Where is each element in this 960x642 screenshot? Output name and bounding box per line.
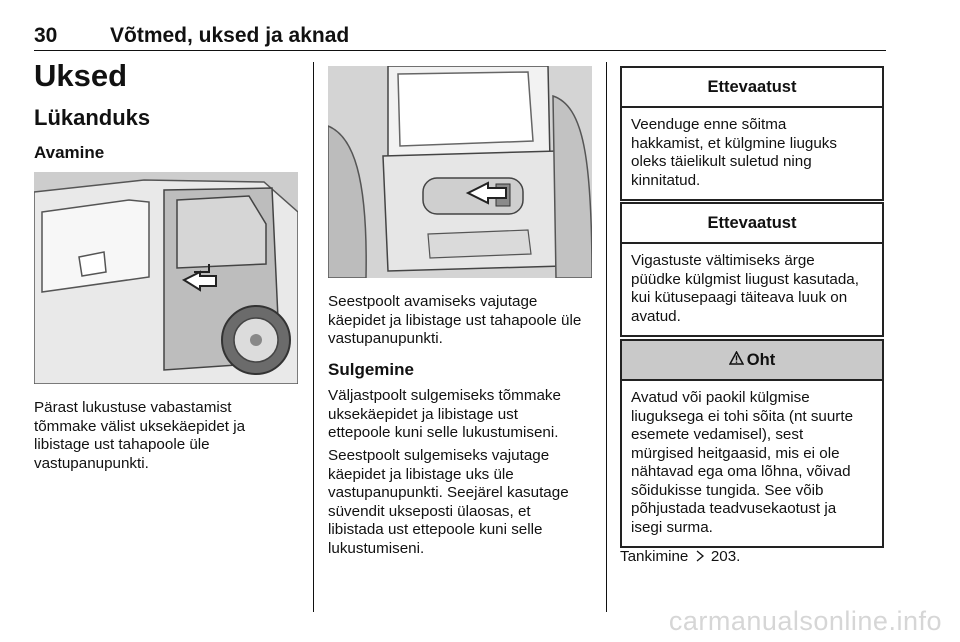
danger-header (622, 341, 882, 381)
interior-closing-text: Seestpoolt sulgemiseks vajutage käepidet ja libistage uks üle vastupanupunkti. Seejärel kasutage süvendit ukseposti ülaosas, et libistada ust ettepoole kuni selle lukustumiseni. (328, 447, 569, 557)
van-exterior-sliding-door-illustration (34, 172, 298, 384)
chapter-title: Võtmed, uksed ja aknad (110, 24, 350, 47)
section-subtitle: Lükanduks (34, 105, 151, 130)
opening-heading: Avamine (34, 143, 105, 162)
caution-text-2: Vigastuste vältimiseks ärge püüdke külgmist liugust kasutada, kui kütusepaagi täiteava luuk on avatud. (631, 252, 859, 325)
section-title: Uksed (34, 58, 128, 93)
warning-triangle-icon (729, 351, 744, 370)
header-divider (34, 50, 886, 51)
page-header (34, 24, 886, 50)
opening-text: Pärast lukustuse vabastamist tõmmake välist uksekäepidet ja libistage ust tahapoole üle vastupanupunkti. (34, 399, 246, 472)
interior-opening-text: Seestpoolt avamiseks vajutage käepidet ja libistage ust tahapoole üle vastupanupunkti. (328, 293, 582, 347)
caution-box-2 (620, 202, 884, 337)
caution-title-1: Ettevaatust (622, 68, 882, 108)
caution-text-1: Veenduge enne sõitma hakkamist, et külgmine liuguks oleks täielikult suletud ning kinnitatud. (631, 116, 837, 189)
column-divider-2 (606, 62, 607, 612)
page-reference-icon (695, 549, 705, 566)
page-number: 30 (34, 24, 58, 47)
danger-title: Oht (746, 350, 776, 369)
danger-text: Avatud või paokil külgmise liuguksega ei tohi sõita (nt suurte esemete vedamisel), sest mürgised heitgaasid, mis ei ole nähtavad ega oma lõhna, võivad sõidukisse tungida. See võib põhjustada teadvusekaotust ja isegi surma. (631, 389, 854, 536)
caution-box-1 (620, 66, 884, 201)
exterior-closing-text: Väljastpoolt sulgemiseks tõmmake uksekäepidet ja libistage ust ettepoole kuni selle lukustumiseni. (328, 387, 561, 441)
danger-box (620, 339, 884, 548)
cross-reference-label: Tankimine (620, 548, 689, 565)
caution-title-2: Ettevaatust (622, 204, 882, 244)
watermark: carmanualsonline.info (668, 606, 942, 636)
cross-reference-page: 203. (710, 548, 741, 565)
column-divider-1 (313, 62, 314, 612)
cross-reference[interactable] (620, 548, 740, 566)
door-interior-handle-illustration (328, 66, 592, 278)
closing-heading: Sulgemine (328, 360, 414, 379)
